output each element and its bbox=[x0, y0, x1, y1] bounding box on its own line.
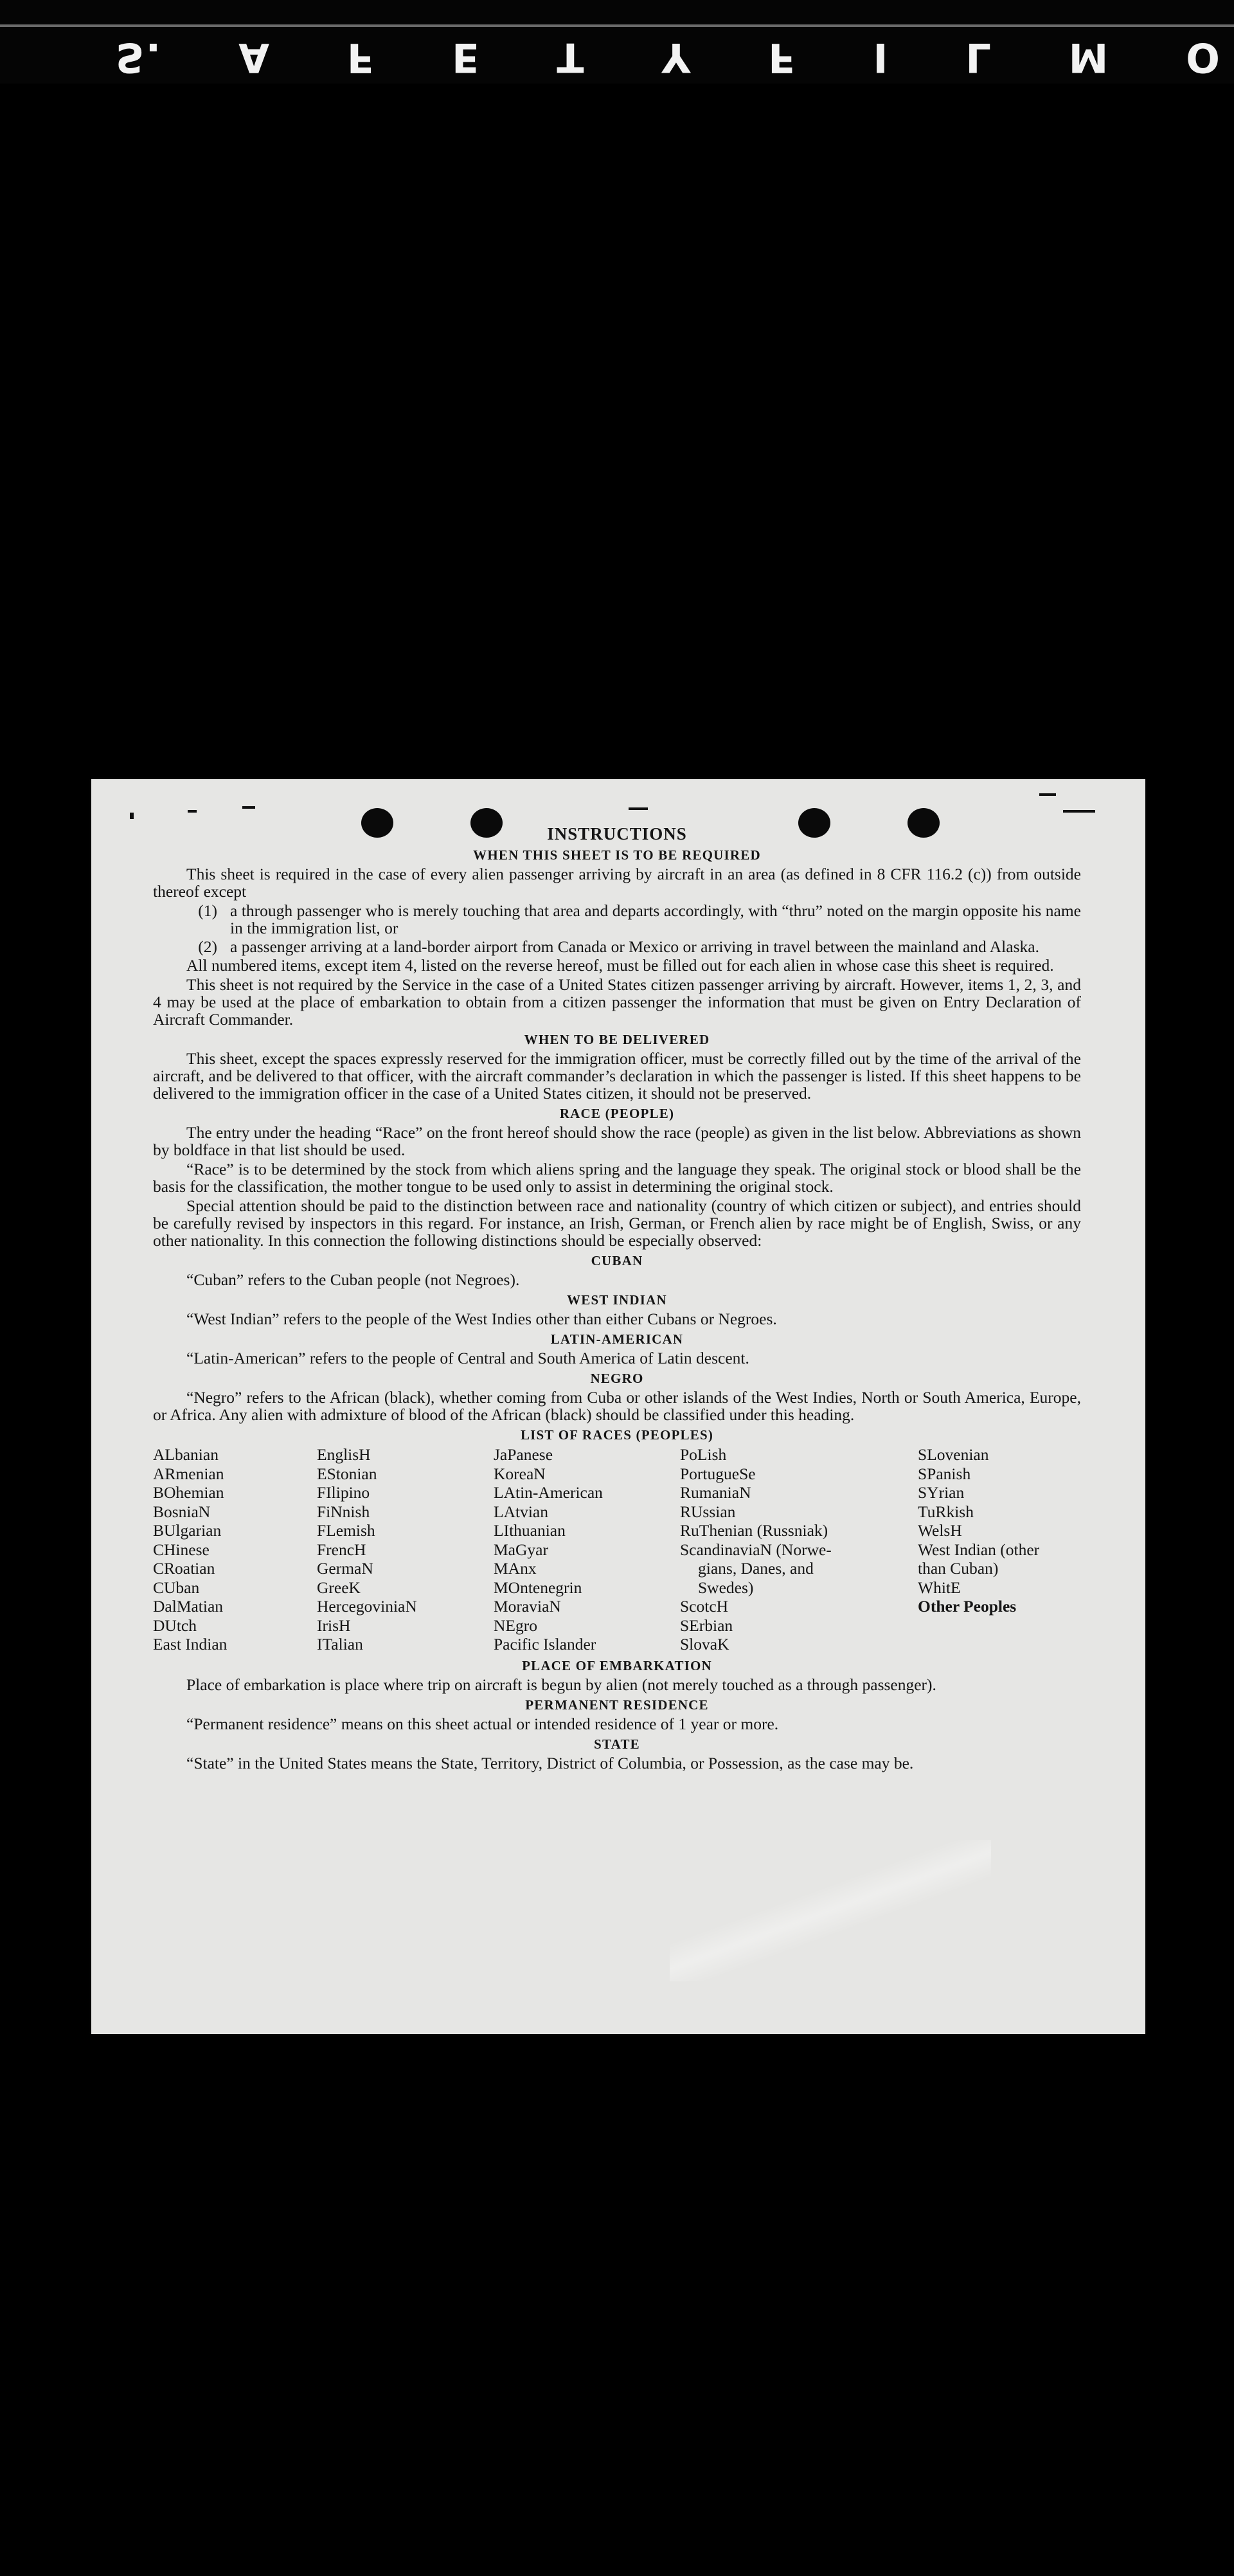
race-entry: LAtvian bbox=[494, 1502, 548, 1521]
race-entry: MoraviaN bbox=[494, 1597, 561, 1616]
race-column bbox=[918, 1445, 1081, 1654]
item-text: a passenger arriving at a land-border airport from Canada or Mexico or arriving in travel between the mainland and Alaska. bbox=[230, 937, 1039, 956]
race-entry: WhitE bbox=[918, 1578, 961, 1597]
section-heading: LIST OF RACES (PEOPLES) bbox=[520, 1427, 714, 1443]
race-entry: BosniaN bbox=[153, 1502, 211, 1521]
paragraph: “Race” is to be determined by the stock from which aliens spring and the language they speak. The original stock or blood shall be the basis for the classification, the mother tongue to be used only to assist in determining the original stock. bbox=[153, 1160, 1081, 1196]
race-entry: GermaN bbox=[317, 1559, 373, 1578]
section-heading: LATIN-AMERICAN bbox=[550, 1331, 684, 1347]
section-heading: WHEN THIS SHEET IS TO BE REQUIRED bbox=[473, 847, 761, 863]
item-number: (2) bbox=[198, 937, 217, 956]
race-entry: ScandinaviaN (Norwe- bbox=[680, 1540, 832, 1559]
paper-speck bbox=[242, 806, 255, 809]
paper-speck bbox=[629, 807, 648, 810]
race-entry: CUban bbox=[153, 1578, 200, 1597]
race-entry: MaGyar bbox=[494, 1540, 548, 1559]
race-entry: EStonian bbox=[317, 1464, 377, 1483]
race-entry: DalMatian bbox=[153, 1597, 224, 1616]
film-letter: A bbox=[238, 34, 271, 82]
race-entry: WelsH bbox=[918, 1521, 962, 1540]
film-letter: E bbox=[452, 34, 481, 82]
race-entry: BOhemian bbox=[153, 1483, 224, 1502]
list-item bbox=[153, 938, 1081, 955]
section-heading: RACE (PEOPLE) bbox=[559, 1106, 675, 1121]
race-entry: FLemish bbox=[317, 1521, 375, 1540]
instruction-sheet bbox=[91, 779, 1145, 2034]
race-column bbox=[153, 1445, 317, 1654]
race-entry: JaPanese bbox=[494, 1445, 553, 1464]
race-entry: SLovenian bbox=[918, 1445, 989, 1464]
paragraph: “State” in the United States means the State, Territory, District of Columbia, or Possession, as the case may be. bbox=[186, 1753, 914, 1772]
race-list bbox=[153, 1445, 1081, 1654]
race-entry: CHinese bbox=[153, 1540, 210, 1559]
paper-speck bbox=[1039, 793, 1056, 796]
race-entry: FiNnish bbox=[317, 1502, 370, 1521]
document-title: INSTRUCTIONS bbox=[547, 824, 687, 843]
race-entry: FIlipino bbox=[317, 1483, 370, 1502]
race-entry: SYrian bbox=[918, 1483, 965, 1502]
paper-speck bbox=[1063, 810, 1095, 813]
film-letter: F bbox=[346, 34, 376, 82]
paragraph: This sheet is not required by the Service in the case of a United States citizen passenger arriving by aircraft. However, items 1, 2, 3, and 4 may be used at the place of embarkation to obtain from a citizen passenger the information that must be given on Entry Declaration of Aircraft Commander. bbox=[153, 975, 1081, 1029]
film-letter: M bbox=[1068, 34, 1110, 82]
punch-hole bbox=[361, 808, 393, 838]
race-entry: MAnx bbox=[494, 1559, 537, 1578]
paper-speck bbox=[130, 813, 134, 819]
race-entry: ScotcH bbox=[680, 1597, 729, 1616]
race-entry: BUlgarian bbox=[153, 1521, 222, 1540]
race-entry: than Cuban) bbox=[918, 1559, 999, 1578]
race-entry: gians, Danes, and bbox=[698, 1559, 814, 1578]
section-heading: STATE bbox=[594, 1736, 640, 1752]
punch-hole bbox=[908, 808, 940, 838]
paragraph: This sheet is required in the case of every alien passenger arriving by aircraft in an area (as defined in 8 CFR 116.2 (c)) from outside thereof except bbox=[153, 865, 1081, 901]
race-entry: Pacific Islander bbox=[494, 1635, 596, 1653]
paragraph: This sheet, except the spaces expressly reserved for the immigration officer, must be correctly filled out by the time of the arrival of the aircraft, and be delivered to that officer, with the aircraft commander’s declaration in which the passenger is listed. If this sheet happens to be delivered to the immigration officer in the case of a United States citizen, it should not be preserved. bbox=[153, 1049, 1081, 1103]
race-entry: SErbian bbox=[680, 1616, 733, 1635]
film-letter: O bbox=[1186, 34, 1221, 82]
paragraph: All numbered items, except item 4, listed on the reverse hereof, must be filled out for each alien in whose case this sheet is required. bbox=[186, 956, 1054, 975]
section-heading: NEGRO bbox=[590, 1371, 644, 1386]
section-heading: CUBAN bbox=[591, 1253, 643, 1268]
race-entry: Other Peoples bbox=[918, 1597, 1017, 1616]
race-entry: East Indian bbox=[153, 1635, 228, 1653]
race-column bbox=[317, 1445, 494, 1654]
film-letter: S. bbox=[116, 34, 163, 82]
paper-speck bbox=[188, 810, 197, 813]
race-entry: PortugueSe bbox=[680, 1464, 756, 1483]
race-entry: TuRkish bbox=[918, 1502, 974, 1521]
section-heading: WHEN TO BE DELIVERED bbox=[524, 1032, 710, 1047]
race-entry: HercegoviniaN bbox=[317, 1597, 417, 1616]
race-entry: PoLish bbox=[680, 1445, 727, 1464]
race-column bbox=[680, 1445, 918, 1654]
film-edge-line bbox=[0, 24, 1234, 27]
paragraph: “Permanent residence” means on this sheet actual or intended residence of 1 year or more. bbox=[186, 1714, 779, 1733]
paragraph: “Latin-American” refers to the people of Central and South America of Latin descent. bbox=[186, 1349, 749, 1367]
paragraph: “Cuban” refers to the Cuban people (not Negroes). bbox=[186, 1270, 520, 1289]
race-entry: ARmenian bbox=[153, 1464, 224, 1483]
race-entry: RuThenian (Russniak) bbox=[680, 1521, 828, 1540]
section-heading: WEST INDIAN bbox=[567, 1292, 667, 1308]
race-entry: ALbanian bbox=[153, 1445, 219, 1464]
race-entry: IrisH bbox=[317, 1616, 351, 1635]
race-entry: EnglisH bbox=[317, 1445, 371, 1464]
race-entry: RUssian bbox=[680, 1502, 736, 1521]
race-entry: SPanish bbox=[918, 1464, 971, 1483]
race-entry: RumaniaN bbox=[680, 1483, 751, 1502]
paragraph: Place of embarkation is place where trip on aircraft is begun by alien (not merely touched as a through passenger). bbox=[186, 1675, 936, 1694]
race-entry: GreeK bbox=[317, 1578, 361, 1597]
film-letter: Y bbox=[661, 34, 692, 82]
film-label bbox=[0, 35, 1234, 80]
paragraph: The entry under the heading “Race” on the front hereof should show the race (people) as given in the list below. Abbreviations as shown by boldface in that list should be used. bbox=[153, 1123, 1081, 1159]
film-letter: T bbox=[557, 34, 586, 82]
punch-hole bbox=[470, 808, 503, 838]
race-entry: SlovaK bbox=[680, 1635, 729, 1653]
race-entry: DUtch bbox=[153, 1616, 197, 1635]
item-text: a through passenger who is merely touching that area and departs accordingly, with “thru” noted on the margin opposite his name in the immigration list, or bbox=[230, 901, 1081, 937]
race-column bbox=[494, 1445, 680, 1654]
race-entry: West Indian (other bbox=[918, 1540, 1040, 1559]
punch-hole bbox=[798, 808, 830, 838]
film-letter: L bbox=[965, 34, 992, 82]
list-item bbox=[153, 902, 1081, 937]
section-heading: PERMANENT RESIDENCE bbox=[525, 1697, 709, 1713]
paragraph: “West Indian” refers to the people of the West Indies other than either Cubans or Negroes. bbox=[186, 1310, 777, 1328]
film-strip bbox=[0, 0, 1234, 84]
paragraph: “Negro” refers to the African (black), whether coming from Cuba or other islands of the West Indies, North or South America, Europe, or Africa. Any alien with admixture of blood of the African (black) should be classified under this heading. bbox=[153, 1388, 1081, 1424]
race-entry: CRoatian bbox=[153, 1559, 215, 1578]
film-letter: I bbox=[873, 34, 890, 82]
race-entry: NEgro bbox=[494, 1616, 537, 1635]
race-entry: ITalian bbox=[317, 1635, 363, 1653]
race-entry: Swedes) bbox=[698, 1578, 754, 1597]
race-entry: LIthuanian bbox=[494, 1521, 566, 1540]
race-entry: LAtin-American bbox=[494, 1483, 603, 1502]
race-entry: KoreaN bbox=[494, 1464, 546, 1483]
film-letter: F bbox=[768, 34, 797, 82]
race-entry: MOntenegrin bbox=[494, 1578, 582, 1597]
section-heading: PLACE OF EMBARKATION bbox=[522, 1657, 712, 1673]
item-number: (1) bbox=[198, 901, 217, 920]
paragraph: Special attention should be paid to the distinction between race and nationality (country of which citizen or subject), and entries should be carefully revised by inspectors in this regard. For instance, an Irish, German, or French alien by race might be of English, Swiss, or any other nationality. In this connection the following distinctions should be especially observed: bbox=[153, 1196, 1081, 1250]
race-entry: FrencH bbox=[317, 1540, 366, 1559]
